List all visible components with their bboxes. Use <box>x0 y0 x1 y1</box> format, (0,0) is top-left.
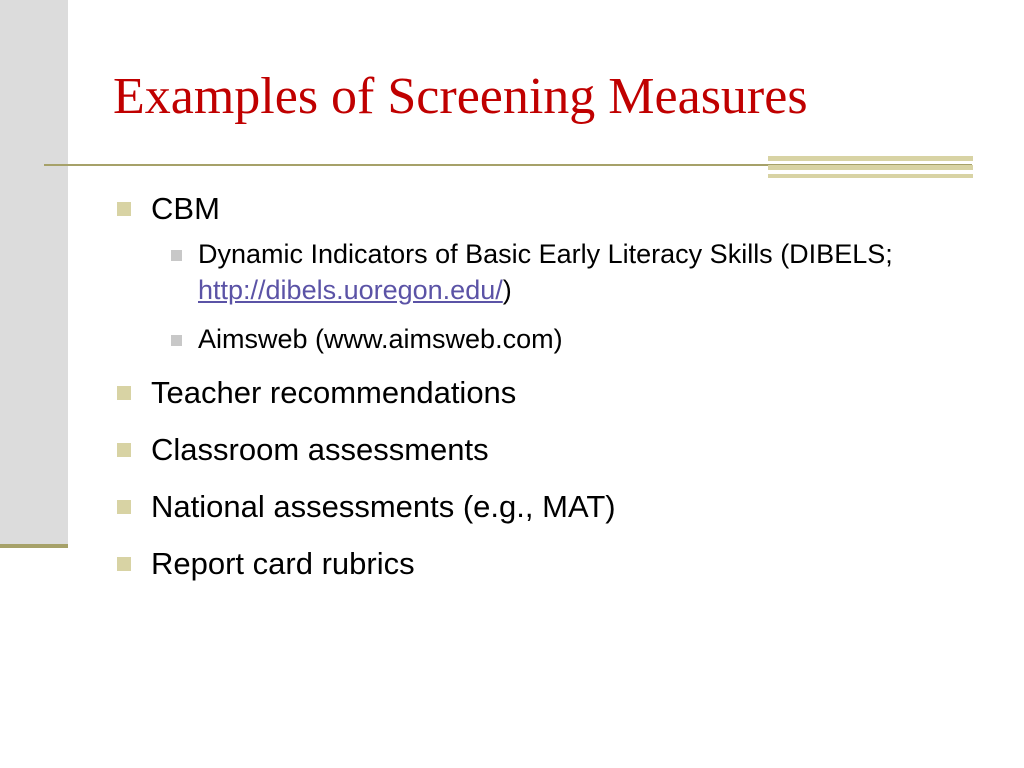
dibels-link[interactable]: http://dibels.uoregon.edu/ <box>198 275 503 305</box>
left-band-accent-line <box>0 544 68 548</box>
bullet-text: Classroom assessments <box>151 432 489 467</box>
bullet-item-teacher-recommendations <box>113 372 973 414</box>
sub-bullet-text: Dynamic Indicators of Basic Early Literacy Skills (DIBELS; <box>198 239 893 269</box>
square-bullet-icon <box>117 202 131 216</box>
bullet-item-national-assessments <box>113 486 973 528</box>
left-decorative-band <box>0 0 68 546</box>
bullet-text: Teacher recommendations <box>151 375 517 410</box>
decorative-bar <box>768 174 973 178</box>
decorative-corner-bars <box>768 156 973 180</box>
sub-bullet-text-close: ) <box>502 275 512 305</box>
sub-bullet-list <box>151 236 973 357</box>
bullet-text: Report card rubrics <box>151 546 415 581</box>
slide-title: Examples of Screening Measures <box>113 68 808 125</box>
bullet-text: CBM <box>151 191 220 226</box>
slide-content <box>113 188 973 600</box>
sub-bullet-text: Aimsweb (www.aimsweb.com) <box>198 324 563 354</box>
square-bullet-icon <box>117 500 131 514</box>
square-bullet-icon <box>117 386 131 400</box>
sub-bullet-item-aimsweb <box>151 321 973 357</box>
square-bullet-icon <box>171 335 182 346</box>
bullet-list <box>113 188 973 585</box>
bullet-item-cbm <box>113 188 973 357</box>
sub-bullet-item-dibels <box>151 236 973 308</box>
square-bullet-icon <box>117 557 131 571</box>
bullet-text: National assessments (e.g., MAT) <box>151 489 616 524</box>
square-bullet-icon <box>117 443 131 457</box>
bullet-item-report-card-rubrics <box>113 543 973 585</box>
decorative-bar <box>768 156 973 161</box>
bullet-item-classroom-assessments <box>113 429 973 471</box>
square-bullet-icon <box>171 250 182 261</box>
decorative-bar <box>768 165 973 170</box>
